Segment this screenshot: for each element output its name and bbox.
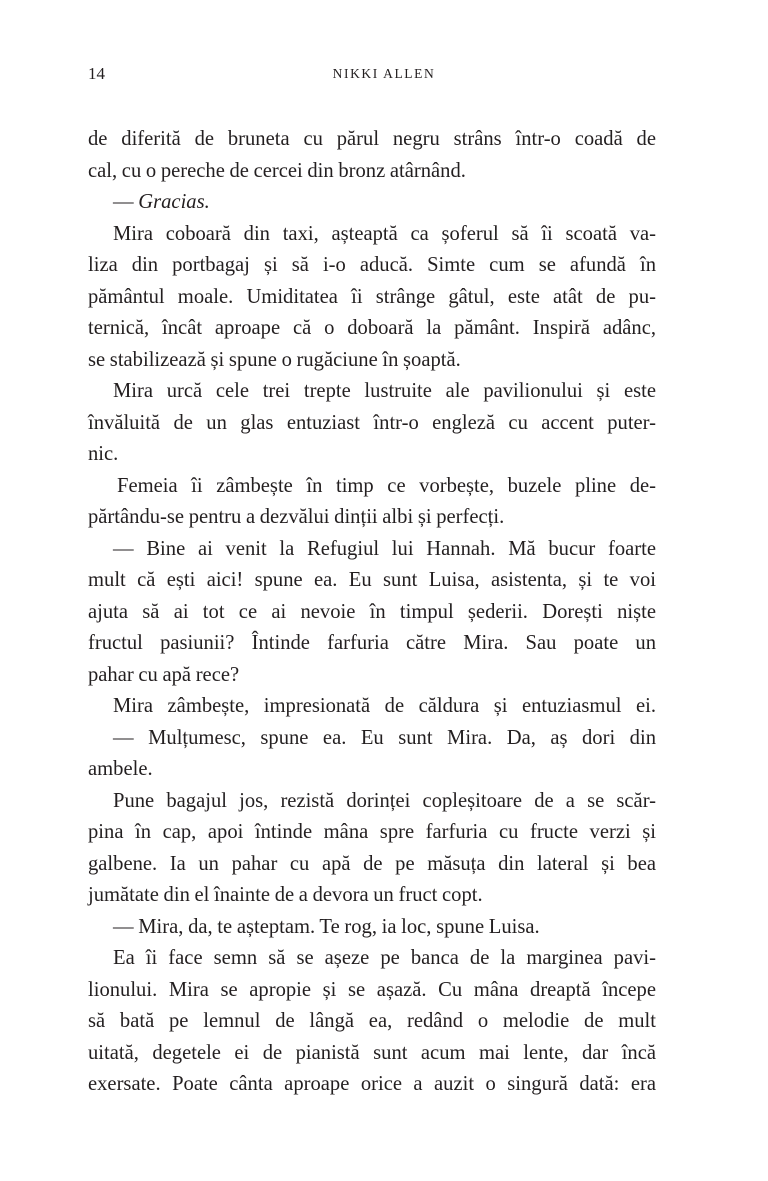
text-line: pina în cap, apoi întinde mâna spre farfuria cu fructe verzi și [88,821,656,843]
text-line: Ea îi face semn să se așeze pe banca de la marginea pavi- [113,947,656,969]
text-line: de diferită de bruneta cu părul negru strâns într-o coadă de [88,128,656,150]
text-line: lionului. Mira se apropie și se așază. Cu mâna dreaptă începe [88,978,656,1001]
text-line: Pune bagajul jos, rezistă dorinței copleșitoare de a se scăr- [113,789,656,812]
text-line: se stabilizează și spune o rugăciune în șoaptă. [88,348,461,371]
italic-word: Gracias. [138,191,210,213]
text-line: pahar cu apă rece? [88,663,240,686]
running-head-author: NIKKI ALLEN [332,66,436,81]
text-line: cal, cu o pereche de cercei din bronz atârnând. [88,159,466,182]
text-line: părtându-se pentru a dezvălui dinții albi și perfecți. [88,506,505,528]
text-line: ajuta să ai tot ce ai nevoie în timpul șederii. Dorești niște [88,600,656,623]
text-line: exersate. Poate cânta aproape orice a auzit o singură dată: era [88,1073,656,1095]
text-line: ternică, încât aproape că o doboară la pământ. Inspiră adânc, [88,317,656,339]
text-line: — Bine ai venit la Refugiul lui Hannah. Mă bucur foarte [113,537,656,560]
text-line: Mira urcă cele trei trepte lustruite ale pavilionului și este [113,380,656,402]
body-text [88,124,656,1101]
dialogue-line [88,187,656,219]
text-line: învăluită de un glas entuziast într-o engleză cu accent puter- [88,411,656,434]
text-line: pământul moale. Umiditatea îi strânge gâtul, este atât de pu- [88,285,656,308]
text-line: fructul pasiunii? Întinde farfuria către Mira. Sau poate un [88,632,656,654]
text-line: nic. [88,443,119,465]
text-line: ambele. [88,758,153,780]
text-line: — Mulțumesc, spune ea. Eu sunt Mira. Da, aș dori din [113,726,656,749]
text-line: galbene. Ia un pahar cu apă de pe măsuța din lateral și bea [88,852,656,875]
text-line: mult că ești aici! spune ea. Eu sunt Luisa, asistenta, și te voi [88,569,656,591]
page-number: 14 [88,64,105,83]
text-line: Mira zâmbește, impresionată de căldura și entuziasmul ei. [113,695,656,717]
text-line: jumătate din el înainte de a devora un fruct copt. [88,884,483,906]
text-line: Femeia îi zâmbește în timp ce vorbește, buzele pline de- [117,474,656,497]
text-line: liza din portbagaj și să i-o aducă. Simte cum se afundă în [88,254,656,276]
text-line: să bată pe lemnul de lângă ea, redând o melodie de mult [88,1010,656,1032]
em-dash: — [113,191,139,213]
text-line: Mira coboară din taxi, așteaptă ca șoferul să îi scoată va- [113,222,656,245]
text-line: — Mira, da, te așteptam. Te rog, ia loc, spune Luisa. [113,915,540,938]
text-line: uitată, degetele ei de pianistă sunt acum mai lente, dar încă [88,1041,656,1064]
